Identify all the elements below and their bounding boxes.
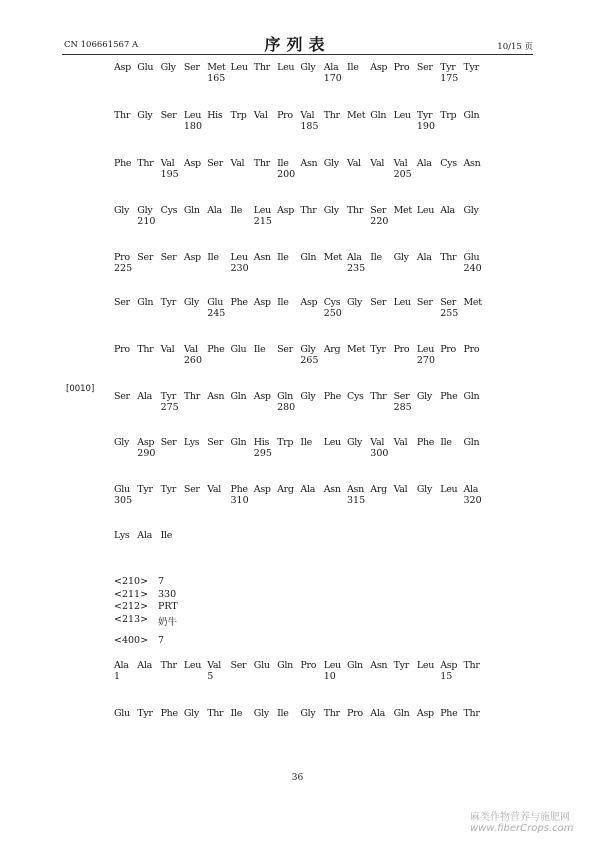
residue: Asp: [253, 484, 271, 495]
residue-position-number: 260: [183, 355, 203, 366]
residue: Ser: [416, 62, 433, 73]
residue: Gln: [393, 708, 410, 719]
seq-info-tag: <211>: [114, 589, 149, 600]
residue: Gln: [370, 110, 387, 121]
residue: Ala: [137, 660, 152, 671]
residue-position-number: 310: [230, 495, 249, 506]
sequence-row: [114, 391, 484, 419]
residue: Thr: [253, 158, 270, 169]
residue-position-number: 225: [114, 263, 133, 274]
residue: Arg: [370, 484, 387, 495]
sequence-row: [114, 110, 484, 138]
residue: Thr: [207, 708, 224, 719]
residue: Tyr: [160, 297, 176, 308]
residue: Ile: [347, 62, 359, 73]
page-reference: 10/15 页: [497, 42, 533, 52]
sequence-row: [114, 484, 484, 512]
seq-info-tag: <212>: [114, 601, 149, 612]
residue: Leu: [416, 344, 435, 355]
residue: Val: [300, 110, 315, 121]
residue: Asn: [300, 158, 318, 169]
residue: Val: [370, 437, 385, 448]
residue: Pro: [393, 344, 410, 355]
residue: Glu: [207, 297, 224, 308]
residue: Leu: [230, 62, 248, 73]
residue: Ser: [393, 391, 410, 402]
residue: Gly: [183, 297, 199, 308]
residue: Ser: [277, 344, 293, 355]
residue-position-number: 165: [207, 73, 226, 84]
residue: Ser: [137, 252, 154, 263]
residue: Val: [393, 437, 408, 448]
residue: Ile: [300, 437, 312, 448]
residue: Thr: [347, 205, 364, 216]
residue: Leu: [253, 205, 271, 216]
residue: Ala: [300, 484, 316, 495]
sequence-row: [114, 62, 484, 90]
residue: Val: [183, 344, 198, 355]
residue: Leu: [277, 62, 295, 73]
residue: Asp: [183, 252, 201, 263]
residue: Ile: [440, 437, 452, 448]
residue: Tyr: [393, 660, 409, 671]
residue: Val: [207, 484, 221, 495]
sequence-row: [114, 530, 484, 558]
residue-position-number: 175: [440, 73, 459, 84]
residue: Phe: [160, 708, 178, 719]
residue: Gln: [183, 205, 200, 216]
sequence-row: [114, 437, 484, 465]
residue: Glu: [114, 484, 130, 495]
paragraph-marker: [0010]: [66, 384, 95, 394]
residue: Asn: [463, 158, 481, 169]
residue: Gly: [137, 205, 153, 216]
residue: Asp: [416, 708, 434, 719]
residue: Gly: [300, 391, 316, 402]
residue: Val: [253, 110, 268, 121]
residue-position-number: 245: [207, 308, 226, 319]
watermark-text: 麻类作物营养与施肥网: [470, 812, 570, 823]
residue: Ala: [440, 205, 455, 216]
seq-400-value: 7: [158, 635, 165, 646]
residue: Tyr: [463, 62, 479, 73]
residue-position-number: 295: [253, 448, 272, 459]
residue: Ile: [277, 297, 289, 308]
residue: Glu: [230, 344, 247, 355]
residue: Cys: [323, 297, 341, 308]
residue: Asp: [183, 158, 201, 169]
residue: Gln: [347, 660, 363, 671]
residue: Val: [207, 660, 221, 671]
residue-position-number: 220: [370, 216, 389, 227]
seq-info-value: 7: [158, 576, 165, 587]
residue: Gln: [137, 297, 154, 308]
residue: Ile: [230, 205, 243, 216]
residue: Ser: [160, 437, 177, 448]
residue: Ala: [137, 391, 152, 402]
residue: Tyr: [160, 484, 176, 495]
residue: Ala: [416, 252, 432, 263]
residue: Ile: [230, 708, 243, 719]
sequence-row: [114, 297, 484, 325]
residue: Ser: [370, 297, 387, 308]
residue: Tyr: [137, 708, 153, 719]
residue-position-number: 275: [160, 402, 179, 413]
residue-position-number: 200: [277, 169, 296, 180]
residue: Met: [347, 110, 366, 121]
sequence-row: [114, 344, 484, 372]
residue: Pro: [463, 344, 480, 355]
residue: Gln: [277, 660, 293, 671]
residue: Ala: [416, 158, 432, 169]
residue: Phe: [440, 391, 458, 402]
residue: Asp: [253, 391, 271, 402]
residue: Gly: [114, 205, 130, 216]
residue-position-number: 270: [416, 355, 436, 366]
residue: Thr: [114, 110, 131, 121]
residue: Tyr: [440, 62, 456, 73]
residue-position-number: 315: [347, 495, 366, 506]
residue: Tyr: [137, 484, 153, 495]
residue-position-number: 240: [463, 263, 482, 274]
residue: Gly: [253, 708, 269, 719]
residue: Met: [323, 252, 342, 263]
residue: Ala: [370, 708, 385, 719]
residue: Gly: [160, 62, 176, 73]
residue: Phe: [440, 708, 458, 719]
residue-position-number: 1: [114, 671, 121, 682]
residue-position-number: 5: [207, 671, 214, 682]
residue-position-number: 235: [347, 263, 366, 274]
residue: Ala: [137, 530, 152, 541]
residue: Ser: [207, 437, 223, 448]
residue: Ala: [207, 205, 222, 216]
residue: Trp: [230, 110, 247, 121]
residue: Thr: [440, 252, 457, 263]
residue: Ser: [114, 391, 130, 402]
residue: Tyr: [160, 391, 176, 402]
residue: Glu: [253, 660, 270, 671]
residue-position-number: 300: [370, 448, 389, 459]
residue: Phe: [230, 297, 248, 308]
residue: Ser: [160, 252, 177, 263]
residue: Thr: [160, 660, 177, 671]
sequence-row: [114, 708, 484, 736]
residue: Cys: [347, 391, 364, 402]
residue: Gly: [137, 110, 153, 121]
residue: Gly: [114, 437, 130, 448]
residue: Gln: [463, 110, 480, 121]
patent-number: CN 106661567 A: [64, 40, 139, 50]
residue: Cys: [440, 158, 457, 169]
residue: Ile: [277, 158, 289, 169]
residue: Thr: [137, 344, 154, 355]
sequence-row: [114, 252, 484, 280]
residue: Val: [370, 158, 385, 169]
residue: Gly: [300, 344, 316, 355]
residue: Pro: [347, 708, 363, 719]
residue-position-number: 210: [137, 216, 156, 227]
seq-info-value: PRT: [158, 601, 178, 612]
residue-position-number: 305: [114, 495, 133, 506]
header-divider: [62, 54, 533, 55]
residue: Arg: [277, 484, 294, 495]
residue: Glu: [114, 708, 130, 719]
residue: Lys: [114, 530, 130, 541]
residue: Val: [347, 158, 361, 169]
residue: Gln: [300, 252, 317, 263]
residue: Leu: [323, 437, 341, 448]
sequence-row: [114, 158, 484, 186]
residue-position-number: 205: [393, 169, 412, 180]
residue: Val: [160, 158, 175, 169]
residue: Tyr: [416, 110, 433, 121]
residue-position-number: 320: [463, 495, 482, 506]
residue-position-number: 285: [393, 402, 412, 413]
residue: Gly: [323, 205, 339, 216]
residue: Glu: [137, 62, 154, 73]
residue: Leu: [230, 252, 248, 263]
residue: Pro: [393, 62, 410, 73]
residue: Asp: [370, 62, 388, 73]
residue: Gln: [230, 437, 247, 448]
residue: Leu: [393, 297, 411, 308]
residue: Thr: [323, 110, 340, 121]
residue: Ser: [207, 158, 223, 169]
residue-position-number: 255: [440, 308, 459, 319]
residue-position-number: 195: [160, 169, 179, 180]
residue-position-number: 15: [440, 671, 453, 682]
residue: Thr: [183, 391, 200, 402]
residue: His: [207, 110, 223, 121]
residue: Ile: [160, 530, 173, 541]
seq-info-value: 330: [158, 589, 177, 600]
residue: Met: [207, 62, 226, 73]
residue: Phe: [207, 344, 225, 355]
residue: Thr: [370, 391, 387, 402]
residue: Pro: [300, 660, 317, 671]
residue: Leu: [323, 660, 341, 671]
residue: Gly: [347, 297, 363, 308]
residue: Ser: [183, 484, 200, 495]
residue-position-number: 265: [300, 355, 319, 366]
residue: Val: [160, 344, 175, 355]
residue-position-number: 185: [300, 121, 319, 132]
residue: Asp: [253, 297, 271, 308]
residue: Leu: [416, 205, 435, 216]
residue: Gly: [347, 437, 363, 448]
residue: Gln: [463, 391, 480, 402]
residue: Thr: [300, 205, 317, 216]
residue: Ser: [230, 660, 247, 671]
residue: Gly: [300, 708, 316, 719]
residue: Leu: [183, 660, 202, 671]
residue: Val: [230, 158, 245, 169]
residue-position-number: 290: [137, 448, 156, 459]
seq-400-tag: <400>: [114, 635, 149, 646]
residue: Asp: [114, 62, 131, 73]
residue: Pro: [440, 344, 456, 355]
residue-position-number: 10: [323, 671, 336, 682]
residue: Met: [347, 344, 366, 355]
residue: Thr: [253, 62, 270, 73]
residue: Phe: [114, 158, 132, 169]
residue: Ser: [183, 62, 200, 73]
page-title: 序列表: [264, 35, 331, 54]
residue: Leu: [183, 110, 202, 121]
seq-info-value: 奶牛: [158, 617, 178, 628]
residue: Thr: [463, 660, 480, 671]
residue: Gly: [183, 708, 199, 719]
residue: Leu: [416, 660, 435, 671]
residue: Trp: [277, 437, 294, 448]
residue: Phe: [230, 484, 248, 495]
residue: Asn: [207, 391, 225, 402]
residue: Ala: [323, 62, 339, 73]
residue: Asp: [277, 205, 295, 216]
residue: Ala: [463, 484, 479, 495]
residue: Met: [463, 297, 482, 308]
residue: Pro: [277, 110, 293, 121]
residue: Phe: [323, 391, 341, 402]
residue: Ser: [440, 297, 456, 308]
residue: Cys: [160, 205, 178, 216]
residue: Lys: [183, 437, 200, 448]
residue: Asn: [347, 484, 364, 495]
residue: Gly: [416, 391, 432, 402]
residue: Ser: [370, 205, 387, 216]
sequence-row: [114, 205, 484, 233]
residue-position-number: 170: [323, 73, 342, 84]
seq-info-tag: <210>: [114, 576, 149, 587]
residue: Gly: [463, 205, 479, 216]
residue: Ile: [277, 252, 289, 263]
residue-position-number: 180: [183, 121, 203, 132]
residue: Pro: [114, 344, 130, 355]
residue: Phe: [416, 437, 435, 448]
page-number: 36: [291, 773, 304, 783]
residue: Asp: [137, 437, 155, 448]
residue: Gln: [277, 391, 293, 402]
residue: Ala: [347, 252, 362, 263]
residue-position-number: 190: [416, 121, 436, 132]
residue-position-number: 215: [253, 216, 272, 227]
residue: Ile: [207, 252, 219, 263]
residue: Tyr: [370, 344, 386, 355]
residue: Thr: [463, 708, 480, 719]
residue-position-number: 250: [323, 308, 342, 319]
residue: Thr: [323, 708, 340, 719]
residue: Ala: [114, 660, 129, 671]
residue: His: [253, 437, 270, 448]
residue: Gly: [300, 62, 316, 73]
residue-position-number: 230: [230, 263, 249, 274]
residue: Gln: [463, 437, 480, 448]
residue: Ser: [416, 297, 433, 308]
residue: Val: [393, 484, 408, 495]
seq-info-tag: <213>: [114, 614, 149, 625]
residue: Glu: [463, 252, 480, 263]
residue: Leu: [440, 484, 458, 495]
residue: Ile: [253, 344, 266, 355]
residue: Trp: [440, 110, 457, 121]
residue: Ile: [370, 252, 382, 263]
residue: Ile: [277, 708, 289, 719]
residue: Arg: [323, 344, 341, 355]
residue: Asp: [440, 660, 458, 671]
residue: Ser: [114, 297, 130, 308]
residue: Gly: [323, 158, 339, 169]
residue: Asp: [300, 297, 318, 308]
residue: Gly: [393, 252, 409, 263]
residue: Asn: [370, 660, 388, 671]
residue: Met: [393, 205, 412, 216]
residue: Ser: [160, 110, 177, 121]
residue: Val: [393, 158, 408, 169]
residue: Asn: [323, 484, 341, 495]
residue: Gln: [230, 391, 247, 402]
watermark-url: www.fiberCrops.com: [470, 823, 574, 834]
residue: Pro: [114, 252, 130, 263]
residue: Leu: [393, 110, 411, 121]
sequence-row: [114, 660, 484, 688]
residue-position-number: 280: [277, 402, 296, 413]
residue: Thr: [137, 158, 154, 169]
residue: Gly: [416, 484, 432, 495]
residue: Asn: [253, 252, 271, 263]
